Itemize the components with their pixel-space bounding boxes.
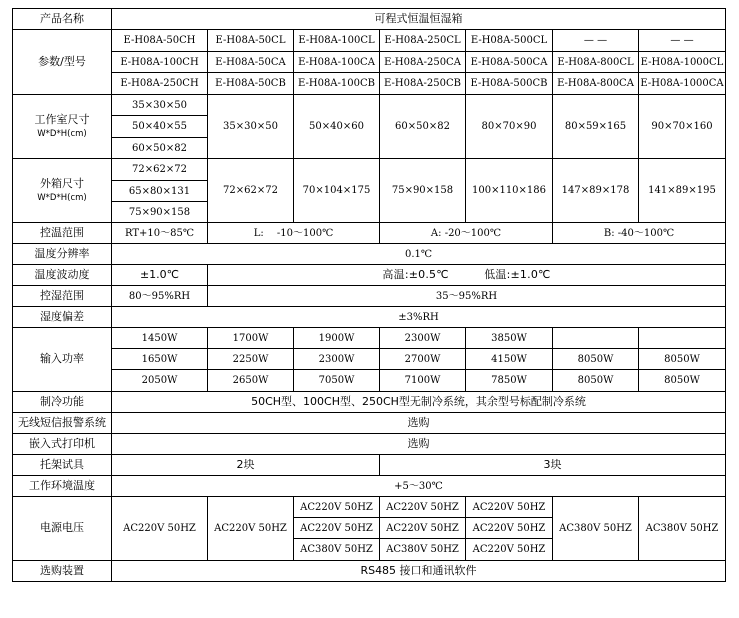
options-label: 选购装置 xyxy=(13,561,112,582)
model-cell: E-H08A-100CA xyxy=(294,52,380,73)
input-power-cell: 8050W xyxy=(639,349,726,370)
humidity-range-rest: 35～95%RH xyxy=(208,286,726,307)
temp-range-first: RT+10～85℃ xyxy=(112,223,208,244)
chamber-size-title: 工作室尺寸 xyxy=(34,112,90,126)
sms-alarm-value: 选购 xyxy=(112,413,726,434)
row-humidity-range xyxy=(13,286,726,307)
power-supply-cell: AC380V 50HZ xyxy=(380,539,466,561)
power-supply-cell: AC220V 50HZ xyxy=(380,518,466,539)
input-power-cell: 8050W xyxy=(553,349,639,370)
outer-size-label xyxy=(13,159,112,223)
sms-alarm-label: 无线短信报警系统 xyxy=(13,413,112,434)
chamber-size-label xyxy=(13,95,112,159)
input-power-cell: 7050W xyxy=(294,370,380,392)
power-supply-cell: AC380V 50HZ xyxy=(553,497,639,561)
model-cell: E-H08A-50CH xyxy=(112,30,208,52)
model-cell: E-H08A-100CL xyxy=(294,30,380,52)
chamber-size-cell: 60×50×82 xyxy=(112,138,208,159)
chamber-size-cell: 80×70×90 xyxy=(466,95,553,159)
input-power-cell: 7850W xyxy=(466,370,553,392)
model-label: 参数/型号 xyxy=(13,30,112,95)
shelves-right: 3块 xyxy=(380,455,726,476)
temp-range-b: B: -40～100℃ xyxy=(553,223,726,244)
outer-size-unit: W*D*H(cm) xyxy=(37,192,87,203)
product-name-label: 产品名称 xyxy=(13,9,112,30)
outer-size-cell: 141×89×195 xyxy=(639,159,726,223)
ambient-temp-value: +5～30℃ xyxy=(112,476,726,497)
row-input-power-3 xyxy=(13,370,726,392)
row-ambient-temp xyxy=(13,476,726,497)
chamber-size-cell: 35×30×50 xyxy=(112,95,208,116)
temp-resolution-label: 温度分辨率 xyxy=(13,244,112,265)
refrigeration-label: 制冷功能 xyxy=(13,392,112,413)
model-cell: E-H08A-50CB xyxy=(208,73,294,95)
chamber-size-cell: 50×40×55 xyxy=(112,116,208,138)
humidity-range-label: 控湿范围 xyxy=(13,286,112,307)
temp-fluctuation-label: 温度波动度 xyxy=(13,265,112,286)
printer-label: 嵌入式打印机 xyxy=(13,434,112,455)
chamber-size-cell: 50×40×60 xyxy=(294,95,380,159)
temp-range-label: 控温范围 xyxy=(13,223,112,244)
input-power-cell: 2700W xyxy=(380,349,466,370)
temp-fluctuation-first: ±1.0℃ xyxy=(112,265,208,286)
input-power-cell xyxy=(553,328,639,349)
model-cell: E-H08A-1000CL xyxy=(639,52,726,73)
row-sms-alarm xyxy=(13,413,726,434)
power-supply-cell: AC220V 50HZ xyxy=(466,497,553,518)
input-power-cell: 2250W xyxy=(208,349,294,370)
outer-size-cell: 72×62×72 xyxy=(208,159,294,223)
row-printer xyxy=(13,434,726,455)
row-power-supply-1 xyxy=(13,497,726,518)
model-cell: E-H08A-500CA xyxy=(466,52,553,73)
outer-size-cell: 75×90×158 xyxy=(112,202,208,223)
model-cell: E-H08A-250CH xyxy=(112,73,208,95)
model-cell: E-H08A-50CL xyxy=(208,30,294,52)
row-shelves xyxy=(13,455,726,476)
input-power-label: 输入功率 xyxy=(13,328,112,392)
model-cell: — — xyxy=(639,30,726,52)
row-options xyxy=(13,561,726,582)
shelves-left: 2块 xyxy=(112,455,380,476)
row-model-2 xyxy=(13,52,726,73)
refrigeration-value: 50CH型、100CH型、250CH型无制冷系统，其余型号标配制冷系统 xyxy=(112,392,726,413)
model-cell: E-H08A-500CL xyxy=(466,30,553,52)
options-value: RS485 接口和通讯软件 xyxy=(112,561,726,582)
power-supply-label: 电源电压 xyxy=(13,497,112,561)
outer-size-cell: 100×110×186 xyxy=(466,159,553,223)
row-humidity-deviation xyxy=(13,307,726,328)
row-input-power-1 xyxy=(13,328,726,349)
power-supply-cell: AC220V 50HZ xyxy=(208,497,294,561)
row-model-1 xyxy=(13,30,726,52)
power-supply-cell: AC220V 50HZ xyxy=(294,497,380,518)
chamber-size-unit: W*D*H(cm) xyxy=(37,128,87,139)
row-chamber-size-1 xyxy=(13,95,726,116)
power-supply-cell: AC220V 50HZ xyxy=(112,497,208,561)
input-power-cell: 1450W xyxy=(112,328,208,349)
input-power-cell: 2300W xyxy=(294,349,380,370)
model-cell: E-H08A-100CH xyxy=(112,52,208,73)
input-power-cell: 1700W xyxy=(208,328,294,349)
humidity-deviation-label: 湿度偏差 xyxy=(13,307,112,328)
model-cell: E-H08A-800CA xyxy=(553,73,639,95)
input-power-cell: 8050W xyxy=(639,370,726,392)
outer-size-cell: 65×80×131 xyxy=(112,181,208,202)
model-cell: E-H08A-800CL xyxy=(553,52,639,73)
model-cell: E-H08A-250CA xyxy=(380,52,466,73)
row-input-power-2 xyxy=(13,349,726,370)
row-refrigeration xyxy=(13,392,726,413)
row-product-name xyxy=(13,9,726,30)
outer-size-cell: 75×90×158 xyxy=(380,159,466,223)
outer-size-title: 外箱尺寸 xyxy=(40,176,84,190)
input-power-cell: 7100W xyxy=(380,370,466,392)
input-power-cell xyxy=(639,328,726,349)
row-outer-size-1 xyxy=(13,159,726,181)
input-power-cell: 2050W xyxy=(112,370,208,392)
row-temp-resolution xyxy=(13,244,726,265)
chamber-size-cell: 35×30×50 xyxy=(208,95,294,159)
model-cell: E-H08A-1000CA xyxy=(639,73,726,95)
input-power-cell: 1650W xyxy=(112,349,208,370)
outer-size-cell: 147×89×178 xyxy=(553,159,639,223)
model-cell: E-H08A-50CA xyxy=(208,52,294,73)
model-cell: E-H08A-250CL xyxy=(380,30,466,52)
power-supply-cell: AC220V 50HZ xyxy=(380,497,466,518)
outer-size-cell: 72×62×72 xyxy=(112,159,208,181)
input-power-cell: 1900W xyxy=(294,328,380,349)
printer-value: 选购 xyxy=(112,434,726,455)
row-model-3 xyxy=(13,73,726,95)
product-name-value: 可程式恒温恒湿箱 xyxy=(112,9,726,30)
spec-table xyxy=(12,8,726,582)
model-cell: E-H08A-250CB xyxy=(380,73,466,95)
temp-resolution-value: 0.1℃ xyxy=(112,244,726,265)
temp-fluctuation-rest xyxy=(208,265,726,286)
chamber-size-cell: 80×59×165 xyxy=(553,95,639,159)
input-power-cell: 2650W xyxy=(208,370,294,392)
shelves-label: 托架试具 xyxy=(13,455,112,476)
power-supply-cell: AC380V 50HZ xyxy=(639,497,726,561)
input-power-cell: 2300W xyxy=(380,328,466,349)
temp-fluctuation-high: 高温:±0.5℃ xyxy=(382,267,449,281)
temp-fluctuation-low: 低温:±1.0℃ xyxy=(484,267,551,281)
input-power-cell: 8050W xyxy=(553,370,639,392)
humidity-range-first: 80～95%RH xyxy=(112,286,208,307)
model-cell: E-H08A-500CB xyxy=(466,73,553,95)
ambient-temp-label: 工作环境温度 xyxy=(13,476,112,497)
power-supply-cell: AC220V 50HZ xyxy=(294,518,380,539)
humidity-deviation-value: ±3%RH xyxy=(112,307,726,328)
power-supply-cell: AC220V 50HZ xyxy=(466,539,553,561)
temp-range-l: L: -10～100℃ xyxy=(208,223,380,244)
chamber-size-cell: 90×70×160 xyxy=(639,95,726,159)
model-cell: E-H08A-100CB xyxy=(294,73,380,95)
input-power-cell: 3850W xyxy=(466,328,553,349)
input-power-cell: 4150W xyxy=(466,349,553,370)
power-supply-cell: AC220V 50HZ xyxy=(466,518,553,539)
power-supply-cell: AC380V 50HZ xyxy=(294,539,380,561)
outer-size-cell: 70×104×175 xyxy=(294,159,380,223)
temp-range-a: A: -20～100℃ xyxy=(380,223,553,244)
row-temp-fluctuation xyxy=(13,265,726,286)
row-temp-range xyxy=(13,223,726,244)
model-cell: — — xyxy=(553,30,639,52)
chamber-size-cell: 60×50×82 xyxy=(380,95,466,159)
